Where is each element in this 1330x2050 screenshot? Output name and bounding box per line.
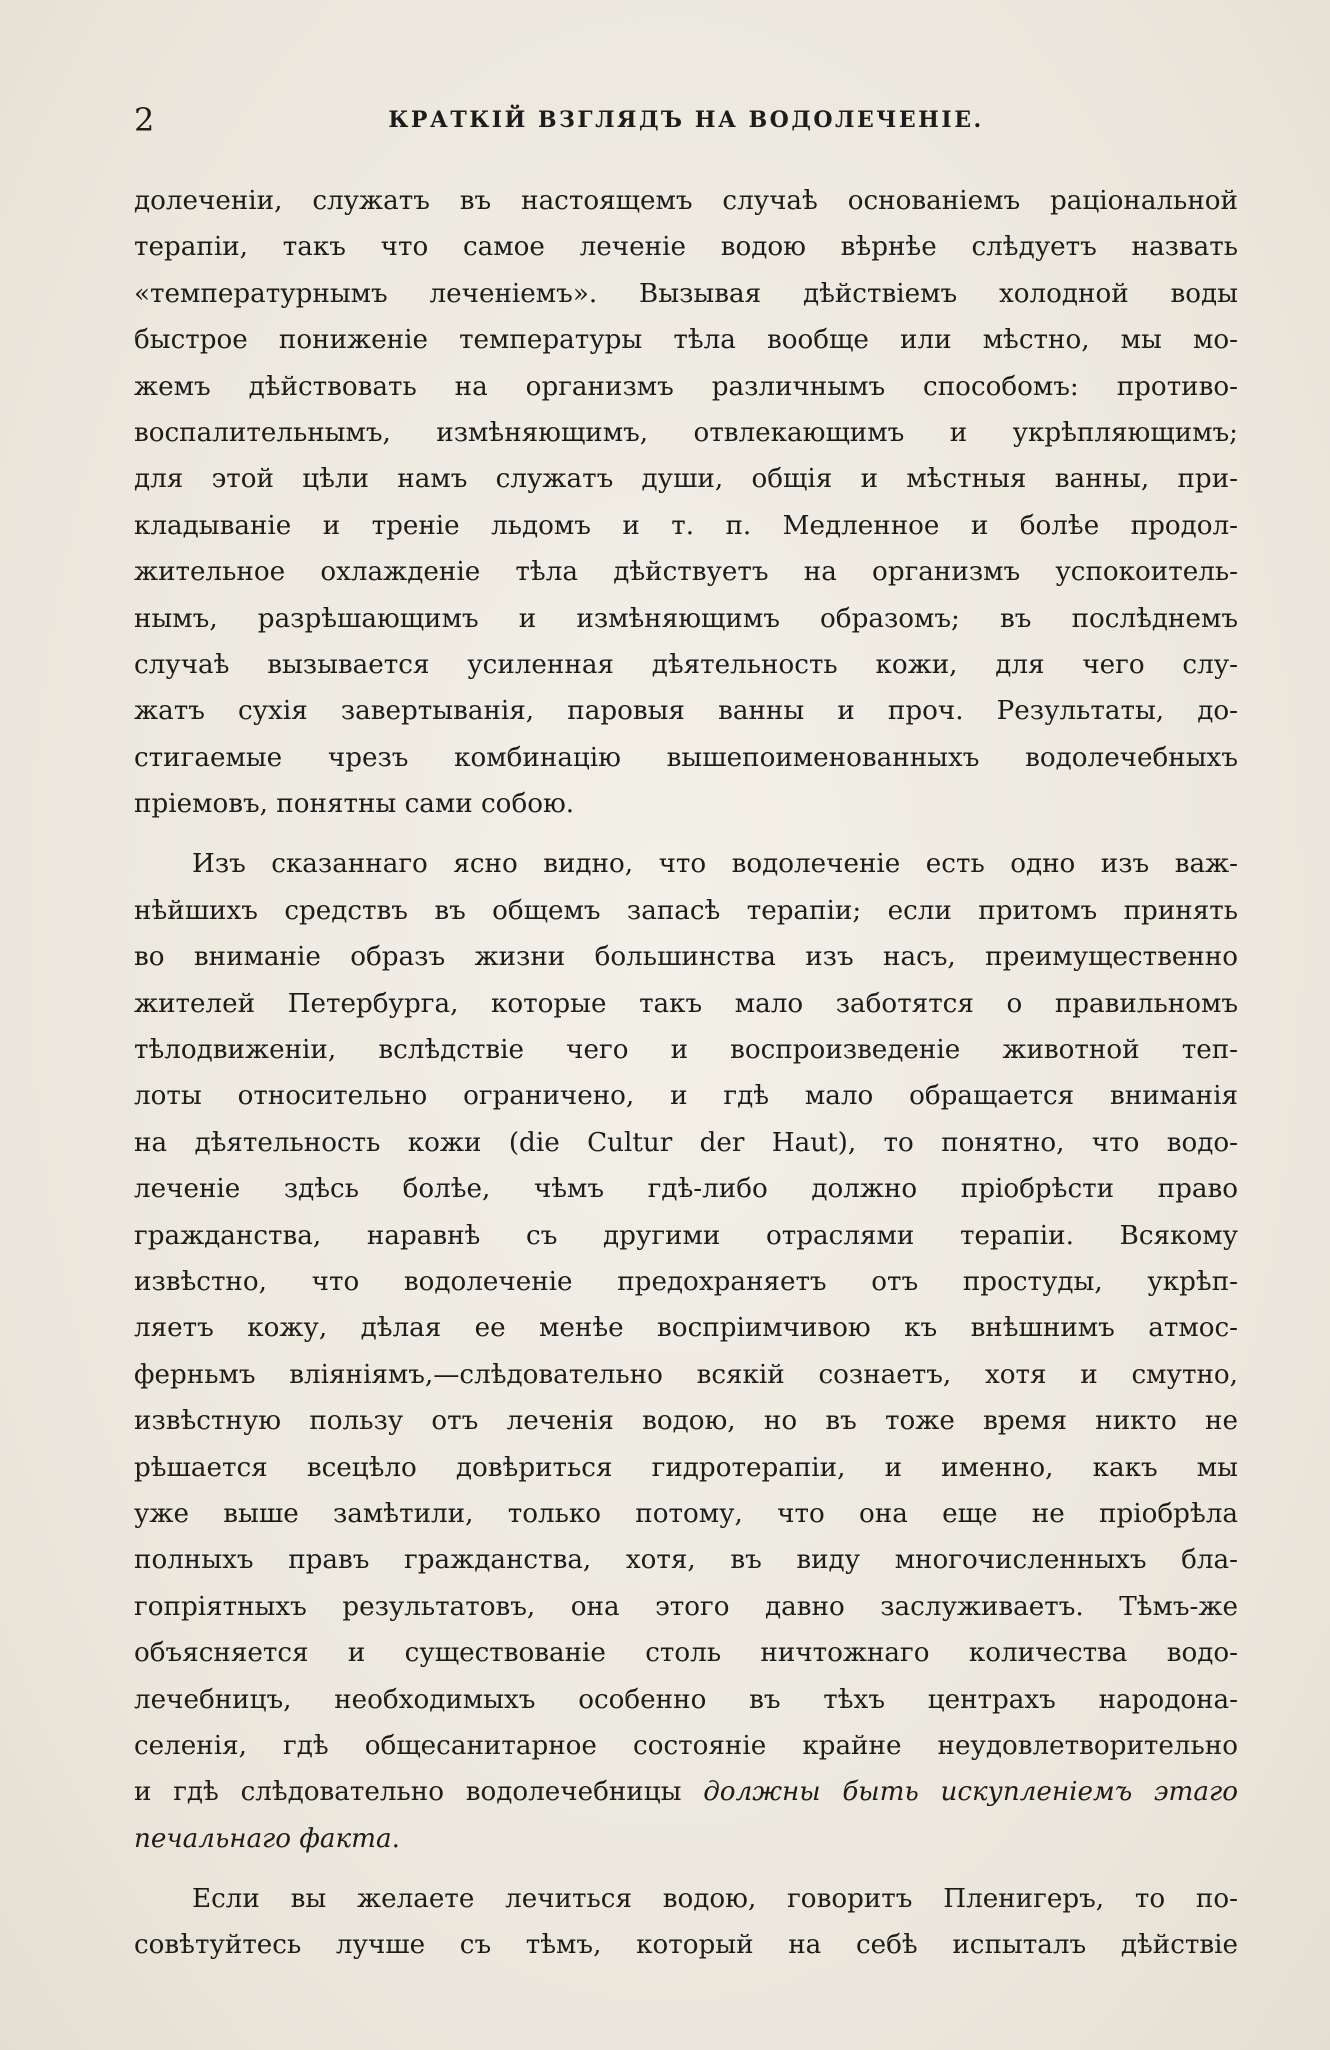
text-line (134, 1816, 1238, 1862)
text-line: на дѣятельность кожи (die Cultur der Haut), то понятно, что водо- (134, 1127, 1238, 1158)
italic-span: печальнаго факта (134, 1823, 392, 1854)
paragraph-2 (134, 841, 1238, 1769)
text-line: во вниманіе образъ жизни большинства изъ насъ, преимущественно (134, 942, 1238, 973)
text-line (134, 1769, 1238, 1815)
text-line: рѣшается всецѣло довѣриться гидротерапіи, и именно, какъ мы (134, 1452, 1238, 1483)
text-line: Если вы желаете лечиться водою, говоритъ Пленигеръ, то по- (192, 1884, 1238, 1915)
text-line: жительное охлажденіе тѣла дѣйствуетъ на организмъ успокоитель- (134, 557, 1238, 588)
text-line: быстрое пониженіе температуры тѣла вообще или мѣстно, мы мо- (134, 325, 1238, 356)
text-line: кладываніе и треніе льдомъ и т. п. Медленное и болѣе продол- (134, 510, 1238, 541)
paragraph-2-ending (134, 1769, 1238, 1862)
italic-span: должны быть искупленіемъ этаго (703, 1777, 1238, 1808)
text-line: леченіе здѣсь болѣе, чѣмъ гдѣ-либо должно пріобрѣсти право (134, 1174, 1238, 1205)
text-line: пріемовъ, понятны сами собою. (134, 789, 575, 820)
running-title: КРАТКІЙ ВЗГЛЯДЪ НА ВОДОЛЕЧЕНІЕ. (388, 107, 984, 133)
text-line: уже выше замѣтили, только потому, что она еще не пріобрѣла (134, 1498, 1238, 1529)
text-line: «температурнымъ леченіемъ». Вызывая дѣйствіемъ холодной воды (134, 278, 1238, 309)
text-line: долеченіи, служатъ въ настоящемъ случаѣ основаніемъ раціональной (134, 186, 1238, 216)
text-line: полныхъ правъ гражданства, хотя, въ виду многочисленныхъ бла- (134, 1545, 1238, 1576)
text-line: жатъ сухія завертыванія, паровыя ванны и проч. Результаты, до- (134, 696, 1238, 727)
text-line: Изъ сказаннаго ясно видно, что водолеченіе есть одно изъ важ- (192, 849, 1238, 880)
text-line: стигаемые чрезъ комбинацію вышепоименованныхъ водолечебныхъ (134, 742, 1238, 773)
page-number: 2 (134, 101, 155, 139)
paragraph-gap (134, 1862, 1238, 1876)
text-line: нымъ, разрѣшающимъ и измѣняющимъ образомъ; въ послѣднемъ (134, 603, 1238, 634)
paragraph-gap (134, 827, 1238, 841)
page-body (134, 178, 1238, 1969)
text-span: и гдѣ слѣдовательно водолечебницы (134, 1777, 682, 1808)
text-line: извѣстную пользу отъ леченія водою, но въ тоже время никто не (134, 1406, 1238, 1437)
page-header (134, 100, 1238, 140)
text-line: гражданства, наравнѣ съ другими отраслями терапіи. Всякому (134, 1220, 1238, 1251)
paragraph-3 (134, 1876, 1238, 1969)
text-line: извѣстно, что водолеченіе предохраняетъ отъ простуды, укрѣп- (134, 1266, 1238, 1297)
paragraph-1 (134, 178, 1238, 827)
text-line: для этой цѣли намъ служатъ души, общія и мѣстныя ванны, при- (134, 464, 1238, 495)
text-line: жителей Петербурга, которые такъ мало заботятся о правильномъ (134, 988, 1238, 1019)
text-span: . (391, 1823, 400, 1854)
text-line: лоты относительно ограничено, и гдѣ мало обращается вниманія (134, 1081, 1238, 1112)
text-line: совѣтуйтесь лучше съ тѣмъ, который на себѣ испыталъ дѣйствіе (134, 1930, 1238, 1961)
text-line: воспалительнымъ, измѣняющимъ, отвлекающимъ и укрѣпляющимъ; (134, 417, 1238, 448)
text-line: гопріятныхъ результатовъ, она этого давно заслуживаетъ. Тѣмъ-же (134, 1591, 1238, 1622)
text-line: случаѣ вызывается усиленная дѣятельность кожи, для чего слу- (134, 649, 1238, 680)
text-line: ляетъ кожу, дѣлая ее менѣе воспріимчивою къ внѣшнимъ атмос- (134, 1313, 1238, 1344)
text-line: терапіи, такъ что самое леченіе водою вѣрнѣе слѣдуетъ назвать (134, 232, 1238, 263)
text-line: нѣйшихъ средствъ въ общемъ запасѣ терапіи; если притомъ принять (134, 895, 1238, 926)
text-line: селенія, гдѣ общесанитарное состояніе крайне неудовлетворительно (134, 1730, 1238, 1761)
text-line: тѣлодвиженіи, вслѣдствіе чего и воспроизведеніе животной теп- (134, 1035, 1238, 1066)
text-line: лечебницъ, необходимыхъ особенно въ тѣхъ центрахъ народона- (134, 1684, 1238, 1715)
text-line: жемъ дѣйствовать на организмъ различнымъ способомъ: противо- (134, 371, 1238, 402)
text-line: объясняется и существованіе столь ничтожнаго количества водо- (134, 1638, 1238, 1669)
text-line: ферньмъ вліяніямъ,—слѣдовательно всякій сознаетъ, хотя и смутно, (134, 1359, 1238, 1390)
